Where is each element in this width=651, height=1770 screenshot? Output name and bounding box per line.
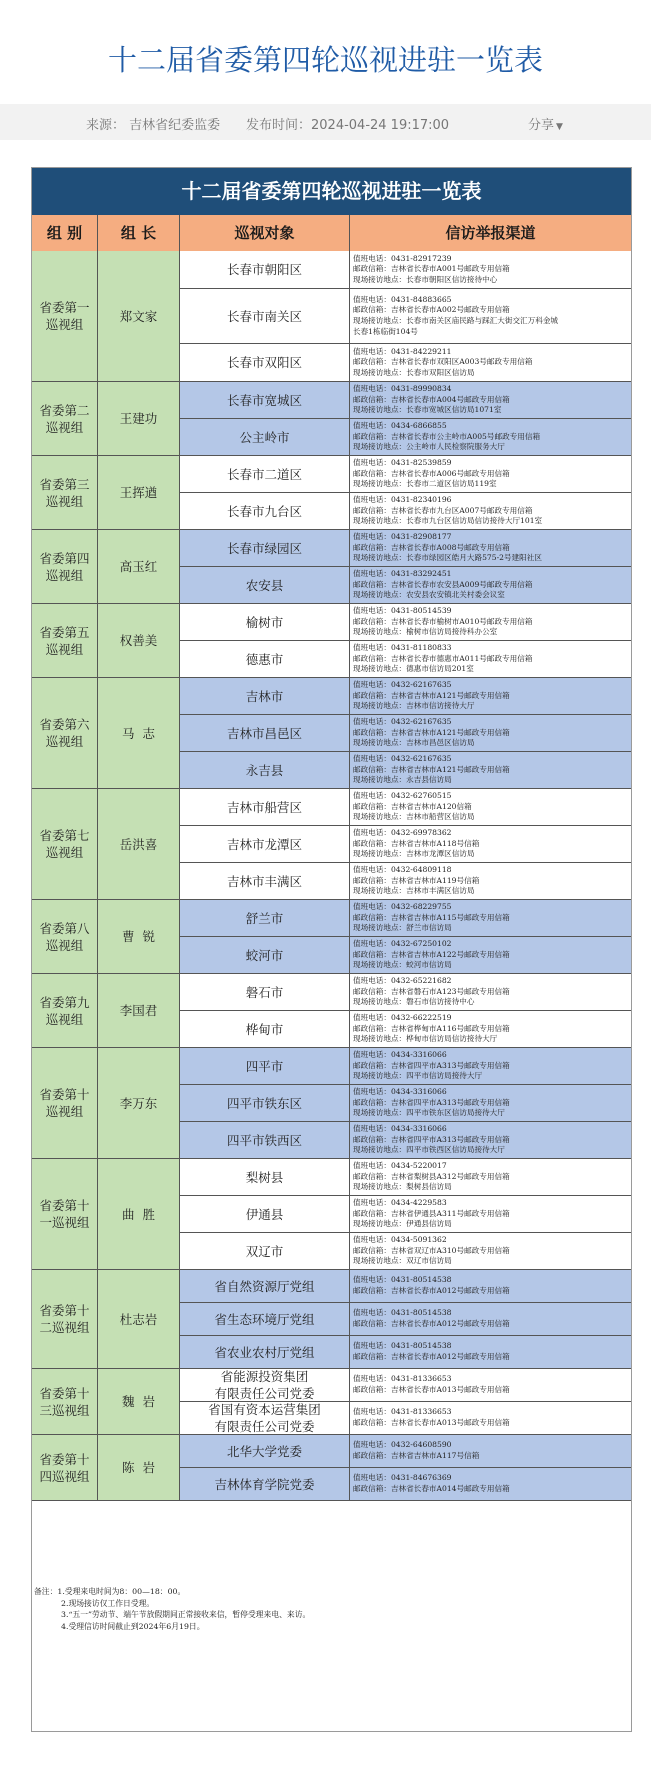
table-row xyxy=(180,900,631,937)
channel-line: 现场接访地点：四平市铁西区信访局接待大厅 xyxy=(353,1145,505,1155)
source-label: 来源： 吉林省纪委监委 xyxy=(86,118,221,133)
group-leader: 陈 岩 xyxy=(98,1435,180,1501)
channel-line: 值班电话：0432-65221682 xyxy=(353,976,452,986)
table-row xyxy=(180,604,631,641)
report-channel xyxy=(350,1435,631,1468)
group-name: 省委第三巡视组 xyxy=(32,456,98,530)
header-target: 巡视对象 xyxy=(180,215,350,251)
channel-line: 值班电话：0431-81180833 xyxy=(353,643,452,653)
channel-line: 值班电话：0432-64608590 xyxy=(353,1440,452,1450)
group-name: 省委第七巡视组 xyxy=(32,789,98,900)
table-row xyxy=(180,1085,631,1122)
channel-line: 邮政信箱：吉林省长春市榆树市A010号邮政专用信箱 xyxy=(353,616,533,626)
group-name: 省委第十四巡视组 xyxy=(32,1435,98,1501)
inspection-target: 长春市南关区 xyxy=(180,289,350,344)
channel-line: 邮政信箱：吉林省长春市A013号邮政专用信箱 xyxy=(353,1385,510,1394)
inspection-target: 吉林市丰满区 xyxy=(180,863,350,900)
table-row xyxy=(180,1048,631,1085)
group-leader: 曲 胜 xyxy=(98,1159,180,1270)
inspection-target: 伊通县 xyxy=(180,1196,350,1233)
table-row xyxy=(180,937,631,974)
group-leader: 王挥遒 xyxy=(98,456,180,530)
channel-line: 值班电话：0434-5220017 xyxy=(353,1161,447,1171)
group-name: 省委第十巡视组 xyxy=(32,1048,98,1159)
channel-line: 现场接访地点：永吉县信访局 xyxy=(353,775,452,785)
group-name: 省委第八巡视组 xyxy=(32,900,98,974)
inspection-target: 四平市 xyxy=(180,1048,350,1085)
group-name: 省委第四巡视组 xyxy=(32,530,98,604)
report-channel xyxy=(350,344,631,382)
report-channel xyxy=(350,1402,631,1435)
channel-line: 值班电话：0431-82539859 xyxy=(353,458,452,468)
report-channel xyxy=(350,789,631,826)
channel-line: 现场接访地点：长春市宽城区信访局1071室 xyxy=(353,405,502,415)
share-label: 分享 xyxy=(528,118,555,133)
channel-line: 值班电话：0431-84676369 xyxy=(353,1473,452,1483)
table-row xyxy=(180,826,631,863)
report-channel xyxy=(350,1196,631,1233)
report-channel xyxy=(350,1122,631,1159)
group-leader: 魏 岩 xyxy=(98,1369,180,1435)
table-header xyxy=(32,215,631,251)
channel-line: 值班电话：0434-3316066 xyxy=(353,1087,447,1097)
report-channel xyxy=(350,251,631,289)
group-name: 省委第六巡视组 xyxy=(32,678,98,789)
channel-line: 邮政信箱：吉林省吉林市A122号邮政专用信箱 xyxy=(353,949,510,959)
inspection-target: 长春市双阳区 xyxy=(180,344,350,382)
channel-line: 值班电话：0434-5091362 xyxy=(353,1235,447,1245)
report-channel xyxy=(350,604,631,641)
group-leader: 王建功 xyxy=(98,382,180,456)
channel-line: 值班电话：0431-82340196 xyxy=(353,495,452,505)
report-channel xyxy=(350,1233,631,1270)
channel-line: 邮政信箱：吉林省伊通县A311号邮政专用信箱 xyxy=(353,1208,510,1218)
channel-line: 值班电话：0431-89990834 xyxy=(353,384,452,394)
channel-line: 邮政信箱：吉林省长春市九台区A007号邮政专用信箱 xyxy=(353,505,533,515)
channel-line: 现场接访地点：四平市信访局接待大厅 xyxy=(353,1071,483,1081)
channel-line: 现场接访地点：吉林市信访接待大厅 xyxy=(353,701,475,711)
table-row xyxy=(180,382,631,419)
channel-line: 长春1栋临街104号 xyxy=(353,326,418,336)
channel-line: 现场接访地点：吉林市船营区信访局 xyxy=(353,812,475,822)
channel-line: 现场接访地点：长春市绿园区皓月大路575-2号建阳社区 xyxy=(353,553,542,563)
channel-line: 邮政信箱：吉林省磐石市A123号邮政专用信箱 xyxy=(353,986,510,996)
note-line: 2.现场接访仅工作日受理。 xyxy=(61,1598,155,1608)
inspection-target: 榆树市 xyxy=(180,604,350,641)
inspection-target: 公主岭市 xyxy=(180,419,350,456)
channel-line: 值班电话：0432-64809118 xyxy=(353,865,452,875)
note-line: 4.受理信访时间截止到2024年6月19日。 xyxy=(61,1621,205,1631)
table-row xyxy=(180,1369,631,1402)
report-channel xyxy=(350,1303,631,1336)
channel-line: 邮政信箱：吉林省长春市A014号邮政专用信箱 xyxy=(353,1484,510,1493)
table-row xyxy=(180,289,631,344)
inspection-target: 长春市朝阳区 xyxy=(180,251,350,289)
channel-line: 邮政信箱：吉林省桦甸市A116号邮政专用信箱 xyxy=(353,1023,510,1033)
report-channel xyxy=(350,900,631,937)
table-row xyxy=(180,974,631,1011)
channel-line: 邮政信箱：吉林省长春市A001号邮政专用信箱 xyxy=(353,264,510,274)
channel-line: 邮政信箱：吉林省长春市农安县A009号邮政专用信箱 xyxy=(353,579,533,589)
channel-line: 值班电话：0432-62167635 xyxy=(353,754,452,764)
inspection-target: 双辽市 xyxy=(180,1233,350,1270)
channel-line: 值班电话：0432-62760515 xyxy=(353,791,452,801)
group-name: 省委第二巡视组 xyxy=(32,382,98,456)
channel-line: 值班电话：0432-62167635 xyxy=(353,680,452,690)
group-leader: 李国君 xyxy=(98,974,180,1048)
table-row xyxy=(180,493,631,530)
report-channel xyxy=(350,1085,631,1122)
table-row xyxy=(180,251,631,289)
channel-line: 值班电话：0431-82908177 xyxy=(353,532,452,542)
note-line: 3.“五一”劳动节、端午节放假期间正常接收来信，暂停受理来电、来访。 xyxy=(61,1610,311,1619)
table-row xyxy=(180,419,631,456)
report-channel xyxy=(350,752,631,789)
share-button[interactable] xyxy=(528,114,563,133)
channel-line: 邮政信箱：吉林省四平市A313号邮政专用信箱 xyxy=(353,1060,510,1070)
channel-line: 值班电话：0434-6866855 xyxy=(353,421,447,431)
inspection-target: 省自然资源厅党组 xyxy=(180,1270,350,1303)
table-row xyxy=(180,789,631,826)
channel-line: 值班电话：0432-62167635 xyxy=(353,717,452,727)
inspection-target: 省国有资本运营集团 有限责任公司党委 xyxy=(180,1402,350,1435)
channel-line: 值班电话：0432-66222519 xyxy=(353,1013,452,1023)
channel-line: 邮政信箱：吉林省长春市A012号邮政专用信箱 xyxy=(353,1352,510,1361)
channel-line: 值班电话：0431-83292451 xyxy=(353,569,452,579)
report-channel xyxy=(350,382,631,419)
channel-line: 邮政信箱：吉林省长春市德惠市A011号邮政专用信箱 xyxy=(353,653,533,663)
channel-line: 现场接访地点：榆树市信访局接待科办公室 xyxy=(353,627,498,637)
channel-line: 邮政信箱：吉林省四平市A313号邮政专用信箱 xyxy=(353,1134,510,1144)
inspection-target: 磐石市 xyxy=(180,974,350,1011)
channel-line: 现场接访地点：长春市二道区信访局119室 xyxy=(353,479,497,489)
channel-line: 现场接访地点：德惠市信访局201室 xyxy=(353,664,474,674)
inspection-target: 梨树县 xyxy=(180,1159,350,1196)
channel-line: 值班电话：0431-82917239 xyxy=(353,253,452,263)
report-channel xyxy=(350,1369,631,1402)
channel-line: 值班电话：0431-80514538 xyxy=(353,1341,452,1351)
inspection-target: 长春市二道区 xyxy=(180,456,350,493)
inspection-target: 舒兰市 xyxy=(180,900,350,937)
channel-line: 邮政信箱：吉林省长春市A012号邮政专用信箱 xyxy=(353,1319,510,1328)
page-title: 十二届省委第四轮巡视进驻一览表 xyxy=(107,43,543,77)
channel-line: 邮政信箱：吉林省长春市公主岭市A005号邮政专用信箱 xyxy=(353,431,541,441)
report-channel xyxy=(350,1011,631,1048)
table-row xyxy=(180,1233,631,1270)
channel-line: 现场接访地点：四平市铁东区信访局接待大厅 xyxy=(353,1108,505,1118)
inspection-target: 永吉县 xyxy=(180,752,350,789)
channel-line: 值班电话：0434-4229583 xyxy=(353,1198,447,1208)
channel-line: 现场接访地点：公主岭市人民检察院服务大厅 xyxy=(353,442,505,452)
channel-line: 值班电话：0431-81336653 xyxy=(353,1407,452,1417)
inspection-target: 吉林市船营区 xyxy=(180,789,350,826)
inspection-table xyxy=(31,167,632,1732)
report-channel xyxy=(350,715,631,752)
group-name: 省委第十一巡视组 xyxy=(32,1159,98,1270)
inspection-target: 吉林市龙潭区 xyxy=(180,826,350,863)
inspection-target: 德惠市 xyxy=(180,641,350,678)
table-row xyxy=(180,1435,631,1468)
channel-line: 现场接访地点：伊通县信访局 xyxy=(353,1219,452,1229)
report-channel xyxy=(350,826,631,863)
report-channel xyxy=(350,1159,631,1196)
channel-line: 邮政信箱：吉林省吉林市A117号信箱 xyxy=(353,1451,480,1460)
table-row xyxy=(180,715,631,752)
channel-line: 邮政信箱：吉林省吉林市A118号信箱 xyxy=(353,838,480,848)
channel-line: 邮政信箱：吉林省长春市A004号邮政专用信箱 xyxy=(353,394,510,404)
report-channel xyxy=(350,456,631,493)
table-row xyxy=(180,863,631,900)
channel-line: 值班电话：0434-3316066 xyxy=(353,1050,447,1060)
channel-line: 邮政信箱：吉林省吉林市A119号信箱 xyxy=(353,875,480,885)
inspection-target: 四平市铁西区 xyxy=(180,1122,350,1159)
report-channel xyxy=(350,1270,631,1303)
group-leader: 李万东 xyxy=(98,1048,180,1159)
channel-line: 现场接访地点：吉林市丰满区信访局 xyxy=(353,886,475,896)
channel-line: 邮政信箱：吉林省长春市A013号邮政专用信箱 xyxy=(353,1418,510,1427)
group-name: 省委第十三巡视组 xyxy=(32,1369,98,1435)
channel-line: 现场接访地点：桦甸市信访局信访接待大厅 xyxy=(353,1034,498,1044)
table-row xyxy=(180,1336,631,1369)
channel-line: 现场接访地点：农安县农安镇北关村委会议室 xyxy=(353,590,505,600)
group-name: 省委第一巡视组 xyxy=(32,251,98,382)
table-row xyxy=(180,641,631,678)
inspection-target: 长春市九台区 xyxy=(180,493,350,530)
group-leader: 权善美 xyxy=(98,604,180,678)
channel-line: 邮政信箱：吉林省吉林市A120信箱 xyxy=(353,801,472,811)
table-row xyxy=(180,1402,631,1435)
channel-line: 现场接访地点：吉林市昌邑区信访局 xyxy=(353,738,475,748)
report-channel xyxy=(350,567,631,604)
group-leader: 郑文家 xyxy=(98,251,180,382)
report-channel xyxy=(350,530,631,567)
group-leader: 高玉红 xyxy=(98,530,180,604)
channel-line: 邮政信箱：吉林省四平市A313号邮政专用信箱 xyxy=(353,1097,510,1107)
table-banner: 十二届省委第四轮巡视进驻一览表 xyxy=(32,168,631,215)
inspection-target: 省农业农村厅党组 xyxy=(180,1336,350,1369)
table-row xyxy=(180,752,631,789)
inspection-target: 北华大学党委 xyxy=(180,1435,350,1468)
channel-line: 值班电话：0431-80514538 xyxy=(353,1308,452,1318)
channel-line: 值班电话：0432-67250102 xyxy=(353,939,452,949)
report-channel xyxy=(350,289,631,344)
inspection-target: 省生态环境厅党组 xyxy=(180,1303,350,1336)
report-channel xyxy=(350,493,631,530)
report-channel xyxy=(350,641,631,678)
inspection-target: 吉林体育学院党委 xyxy=(180,1468,350,1501)
channel-line: 邮政信箱：吉林省长春市双阳区A003号邮政专用信箱 xyxy=(353,357,533,367)
table-row xyxy=(180,344,631,382)
table-row xyxy=(180,1122,631,1159)
channel-line: 现场接访地点：长春市双阳区信访局 xyxy=(353,367,475,377)
channel-line: 值班电话：0431-81336653 xyxy=(353,1374,452,1384)
header-group: 组 别 xyxy=(32,215,98,251)
channel-line: 邮政信箱：吉林省双辽市A310号邮政专用信箱 xyxy=(353,1245,510,1255)
channel-line: 值班电话：0434-3316066 xyxy=(353,1124,447,1134)
table-row xyxy=(180,1468,631,1501)
group-leader: 马 志 xyxy=(98,678,180,789)
channel-line: 现场接访地点：长春市南关区庙民路与踩汇大街交汇万科金城 xyxy=(353,316,559,325)
meta-bar xyxy=(0,104,651,140)
table-row xyxy=(180,1159,631,1196)
channel-line: 现场接访地点：双辽市信访局 xyxy=(353,1256,452,1266)
table-row xyxy=(180,456,631,493)
report-channel xyxy=(350,863,631,900)
channel-line: 现场接访地点：舒兰市信访局 xyxy=(353,923,452,933)
inspection-target: 吉林市昌邑区 xyxy=(180,715,350,752)
channel-line: 现场接访地点：长春市朝阳区信访接待中心 xyxy=(353,274,498,284)
channel-line: 值班电话：0431-80514539 xyxy=(353,606,452,616)
header-channel: 信访举报渠道 xyxy=(445,224,536,242)
table-row xyxy=(180,1011,631,1048)
channel-line: 邮政信箱：吉林省吉林市A121号邮政专用信箱 xyxy=(353,764,510,774)
inspection-target: 长春市宽城区 xyxy=(180,382,350,419)
report-channel xyxy=(350,1468,631,1501)
group-name: 省委第五巡视组 xyxy=(32,604,98,678)
channel-line: 邮政信箱：吉林省梨树县A312号邮政专用信箱 xyxy=(353,1171,510,1181)
header-leader: 组 长 xyxy=(98,215,180,251)
channel-line: 邮政信箱：吉林省长春市A008号邮政专用信箱 xyxy=(353,542,510,552)
inspection-target: 蛟河市 xyxy=(180,937,350,974)
table-row xyxy=(180,1196,631,1233)
channel-line: 现场接访地点：吉林市龙潭区信访局 xyxy=(353,849,475,859)
publish-time: 发布时间：2024-04-24 19:17:00 xyxy=(246,118,450,133)
inspection-target: 农安县 xyxy=(180,567,350,604)
group-leader: 曹 锐 xyxy=(98,900,180,974)
group-leader: 岳洪喜 xyxy=(98,789,180,900)
channel-line: 值班电话：0431-84883665 xyxy=(353,294,452,304)
channel-line: 邮政信箱：吉林省吉林市A115号邮政专用信箱 xyxy=(353,912,510,922)
table-row xyxy=(180,678,631,715)
channel-line: 现场接访地点：蛟河市信访局 xyxy=(353,960,452,970)
table-notes xyxy=(32,1586,631,1632)
channel-line: 值班电话：0432-68229755 xyxy=(353,902,452,912)
channel-line: 邮政信箱：吉林省吉林市A121号邮政专用信箱 xyxy=(353,727,510,737)
inspection-target: 四平市铁东区 xyxy=(180,1085,350,1122)
group-leader: 杜志岩 xyxy=(98,1270,180,1369)
channel-line: 邮政信箱：吉林省长春市A006号邮政专用信箱 xyxy=(353,468,510,478)
inspection-target: 桦甸市 xyxy=(180,1011,350,1048)
report-channel xyxy=(350,1048,631,1085)
report-channel xyxy=(350,678,631,715)
inspection-target: 省能源投资集团 有限责任公司党委 xyxy=(180,1369,350,1402)
channel-line: 现场接访地点：长春市九台区信访局信访接待大厅101室 xyxy=(353,516,543,526)
group-name: 省委第十二巡视组 xyxy=(32,1270,98,1369)
note-line: 备注：1.受理来电时间为8：00—18：00。 xyxy=(34,1587,186,1596)
table-row xyxy=(180,1303,631,1336)
channel-line: 值班电话：0431-80514538 xyxy=(353,1275,452,1285)
group-name: 省委第九巡视组 xyxy=(32,974,98,1048)
channel-line: 值班电话：0432-69978362 xyxy=(353,828,452,838)
channel-line: 邮政信箱：吉林省吉林市A121号邮政专用信箱 xyxy=(353,690,510,700)
table-row xyxy=(180,1270,631,1303)
inspection-target: 长春市绿园区 xyxy=(180,530,350,567)
report-channel xyxy=(350,1336,631,1369)
table-row xyxy=(180,567,631,604)
channel-line: 现场接访地点：梨树县信访局 xyxy=(353,1182,452,1192)
inspection-target: 吉林市 xyxy=(180,678,350,715)
report-channel xyxy=(350,419,631,456)
channel-line: 现场接访地点：磐石市信访接待中心 xyxy=(353,997,475,1007)
table-row xyxy=(180,530,631,567)
report-channel xyxy=(350,974,631,1011)
channel-line: 邮政信箱：吉林省长春市A012号邮政专用信箱 xyxy=(353,1286,510,1295)
channel-line: 邮政信箱：吉林省长春市A002号邮政专用信箱 xyxy=(353,305,510,315)
chevron-down-icon: ▼ xyxy=(556,122,563,132)
report-channel xyxy=(350,937,631,974)
channel-line: 值班电话：0431-84229211 xyxy=(353,346,452,356)
